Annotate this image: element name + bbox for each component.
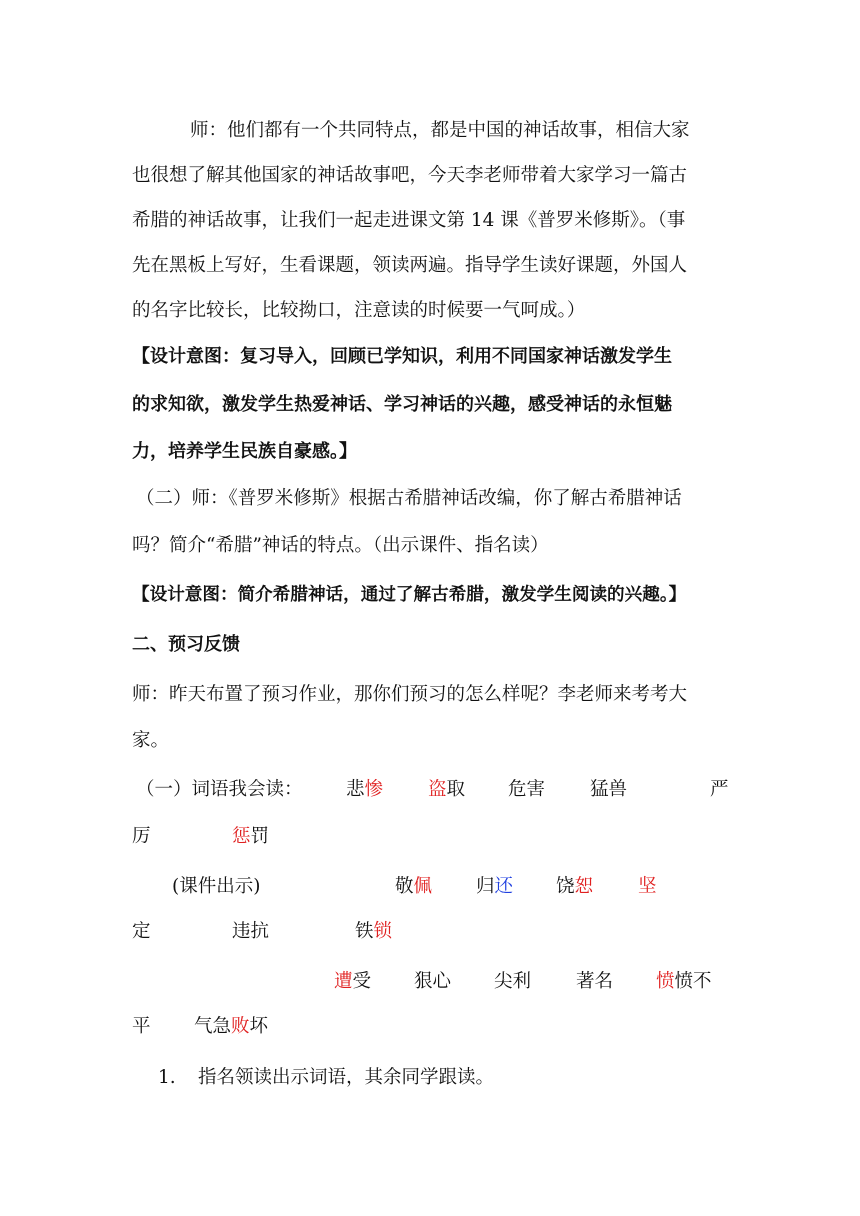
part2-line-1: （二）师：《普罗米修斯》根据古希腊神话改编，你了解古希腊神话 bbox=[136, 488, 682, 509]
word-mengshou: 猛兽 bbox=[590, 779, 628, 800]
word-chengfa: 惩罚 bbox=[232, 826, 270, 847]
word-henxin: 狠心 bbox=[414, 971, 452, 992]
intro-line-1: 师：他们都有一个共同特点，都是中国的神话故事，相信大家 bbox=[190, 120, 690, 141]
word-beican: 悲惨 bbox=[346, 779, 384, 800]
step-1-number: 1. bbox=[158, 1067, 176, 1088]
intro-line-4: 先在黑板上写好，生看课题，领读两遍。指导学生读好课题，外国人 bbox=[132, 255, 688, 276]
word-zaoshou: 遭受 bbox=[334, 971, 372, 992]
courseware-note: (课件出示) bbox=[172, 876, 261, 897]
word-guihuan: 归还 bbox=[476, 876, 514, 897]
word-jingpei: 敬佩 bbox=[395, 876, 433, 897]
word-jianli: 尖利 bbox=[494, 971, 532, 992]
design-note-1-line-3: 力，培养学生民族自豪感。】 bbox=[132, 441, 357, 462]
vocab-intro: （一）词语我会读： bbox=[136, 779, 303, 800]
design-note-2: 【设计意图：简介希腊神话，通过了解古希腊，激发学生阅读的兴趣。】 bbox=[132, 585, 687, 605]
section-heading-2: 二、预习反馈 bbox=[132, 634, 240, 655]
word-fenfenbuping: 愤愤不 bbox=[656, 971, 712, 992]
word-zhuming: 著名 bbox=[576, 971, 614, 992]
intro-line-2: 也很想了解其他国家的神话故事吧，今天李老师带着大家学习一篇古 bbox=[132, 165, 688, 186]
word-ding: 定 bbox=[132, 921, 151, 942]
design-note-1-line-1: 【设计意图：复习导入，回顾已学知识，利用不同国家神话激发学生 bbox=[132, 346, 672, 367]
review-line-2: 家。 bbox=[132, 730, 170, 751]
word-raoshu: 饶恕 bbox=[556, 876, 594, 897]
intro-line-3: 希腊的神话故事，让我们一起走进课文第 14 课《普罗米修斯》。（事 bbox=[132, 210, 686, 231]
word-yan: 严 bbox=[710, 779, 729, 800]
word-daoqu: 盗取 bbox=[428, 779, 466, 800]
word-qijibaihuai: 气急败坏 bbox=[194, 1016, 269, 1037]
word-weihai: 危害 bbox=[508, 779, 546, 800]
word-weikang: 违抗 bbox=[232, 921, 270, 942]
intro-line-5: 的名字比较长，比较拗口，注意读的时候要一气呵成。） bbox=[132, 300, 586, 321]
word-jian: 坚 bbox=[638, 876, 657, 897]
review-line-1: 师：昨天布置了预习作业，那你们预习的怎么样呢？李老师来考考大 bbox=[132, 684, 688, 705]
word-tiesuo: 铁锁 bbox=[355, 921, 393, 942]
part2-line-2: 吗？简介“希腊”神话的特点。（出示课件、指名读） bbox=[132, 535, 549, 556]
word-ping: 平 bbox=[132, 1016, 151, 1037]
word-li: 厉 bbox=[132, 826, 151, 847]
step-1-text: 指名领读出示词语，其余同学跟读。 bbox=[198, 1067, 495, 1088]
design-note-1-line-2: 的求知欲，激发学生热爱神话、学习神话的兴趣，感受神话的永恒魅 bbox=[132, 394, 672, 415]
